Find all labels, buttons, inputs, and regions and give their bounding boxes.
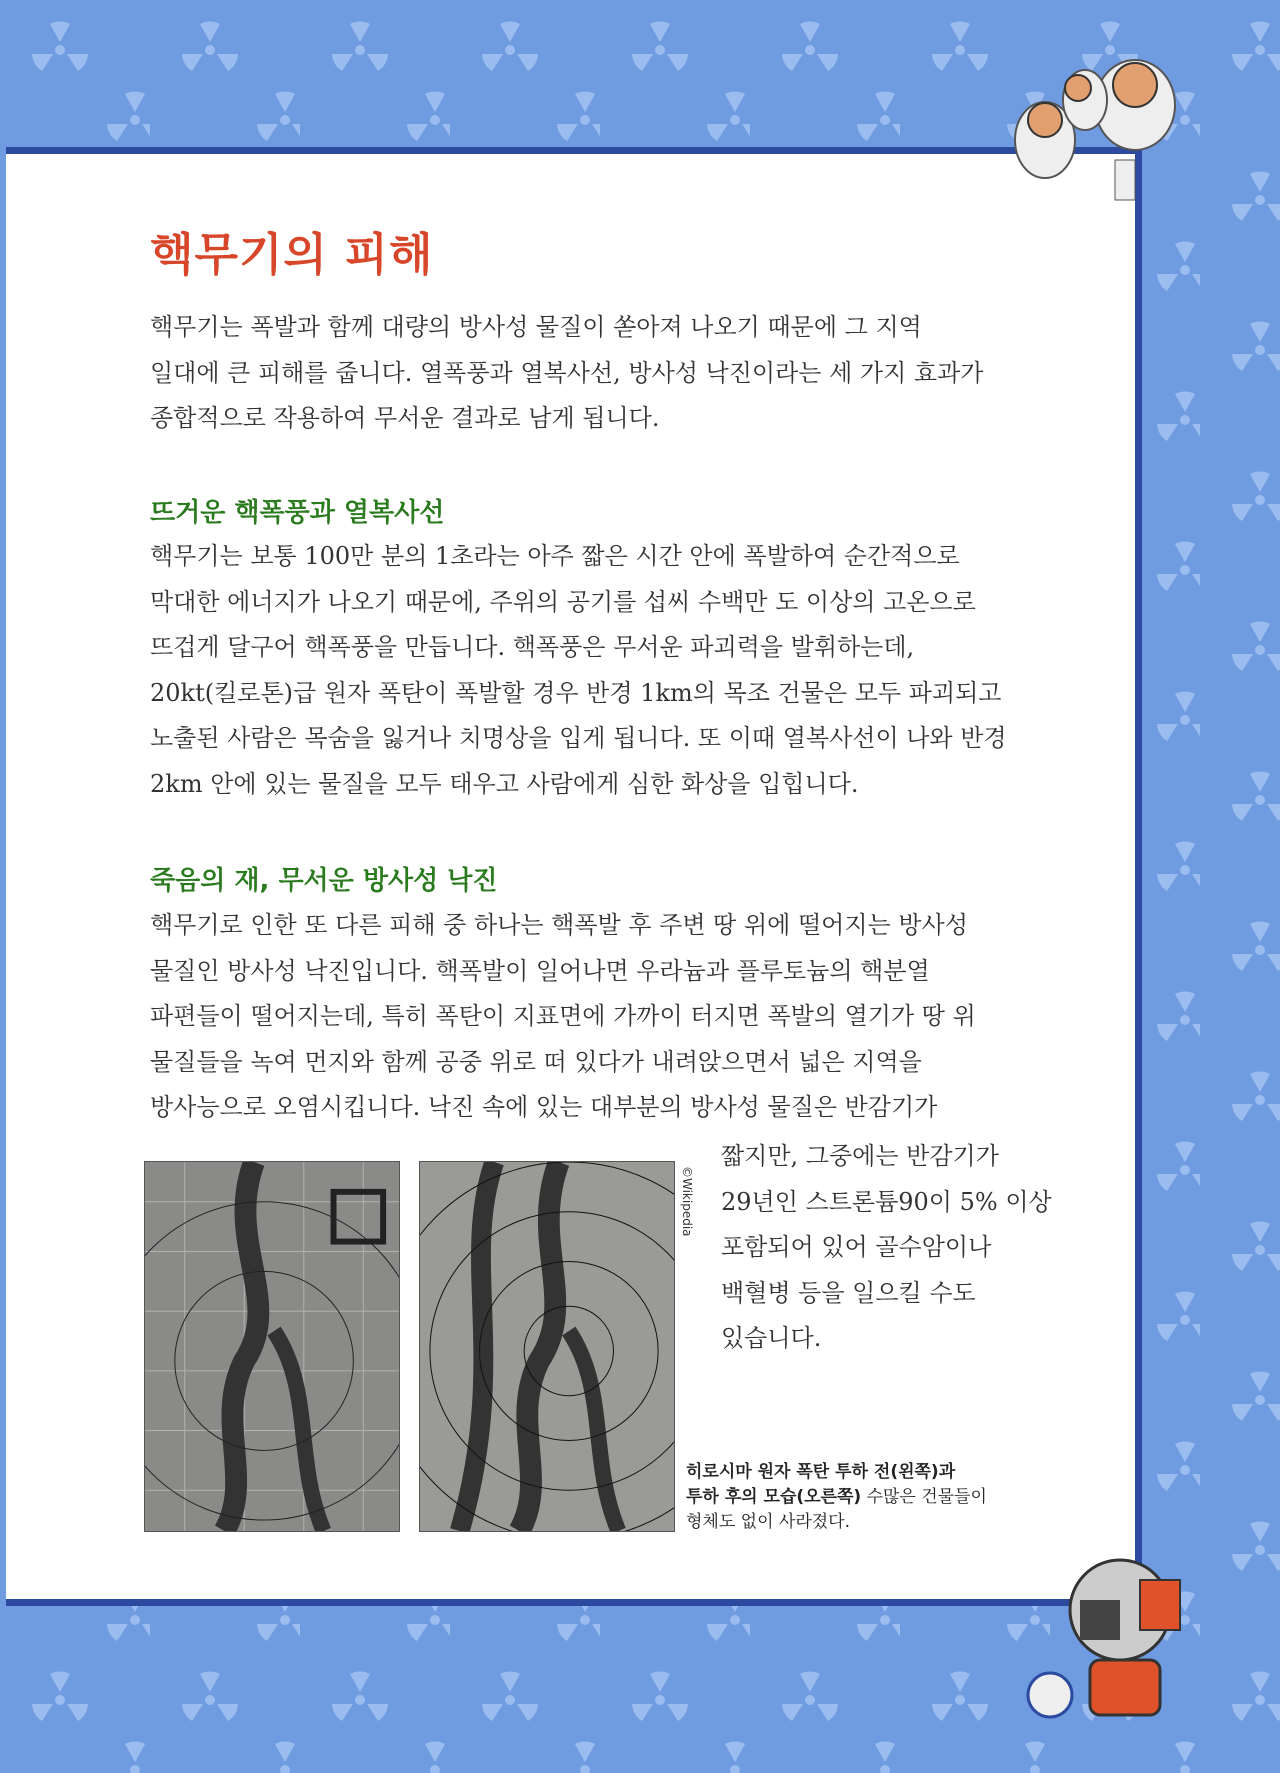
text-line: 짧지만, 그중에는 반감기가 — [721, 1142, 999, 1170]
text-line: 포함되어 있어 골수암이나 — [721, 1233, 992, 1261]
hazmat-characters-illustration — [985, 30, 1205, 210]
text-line: 노출된 사람은 목숨을 잃거나 치명상을 입게 됩니다. 또 이때 열복사선이 나와 반경 — [150, 724, 1007, 752]
text-line: 물질들을 녹여 먼지와 함께 공중 위로 떠 있다가 내려앉으면서 넓은 지역을 — [150, 1047, 922, 1076]
text-line: 막대한 에너지가 나오기 때문에, 주위의 공기를 섭씨 수백만 도 이상의 고온으로 — [150, 587, 976, 616]
text-line: 핵무기는 보통 100만 분의 1초라는 아주 짧은 시간 안에 폭발하여 순간적으로 — [150, 542, 960, 570]
text-line: 종합적으로 작용하여 무서운 결과로 남게 됩니다. — [150, 404, 660, 432]
text-line: 뜨겁게 달구어 핵폭풍을 만듭니다. 핵폭풍은 무서운 파괴력을 발휘하는데, — [150, 633, 915, 661]
text-line: 일대에 큰 피해를 줍니다. 열폭풍과 열복사선, 방사성 낙진이라는 세 가지 효과가 — [150, 358, 984, 387]
photo-caption — [686, 1460, 987, 1535]
hiroshima-after-photo — [419, 1161, 675, 1532]
side-paragraph — [721, 1134, 1052, 1362]
text-line: 20kt(킬로톤)급 원자 폭탄이 폭발할 경우 반경 1km의 목조 건물은 모두 파괴되고 — [150, 678, 1002, 707]
robot-illustration — [1010, 1540, 1200, 1740]
photo-credit: ©Wikipedia — [680, 1166, 694, 1237]
section-heading: 죽음의 재, 무서운 방사성 낙진 — [150, 866, 498, 896]
intro-paragraph — [150, 305, 983, 442]
section-paragraph — [150, 534, 1007, 807]
text-line: 29년인 스트론튬90이 5% 이상 — [721, 1187, 1052, 1216]
text-line: 파편들이 떨어지는데, 특히 폭탄이 지표면에 가까이 터지면 폭발의 열기가 땅 위 — [150, 1002, 976, 1030]
text-line: 백혈병 등을 일으킬 수도 — [721, 1278, 976, 1307]
text-line: 물질인 방사성 낙진입니다. 핵폭발이 일어나면 우라늄과 플루토늄의 핵분열 — [150, 956, 930, 985]
text-line: 핵무기는 폭발과 함께 대량의 방사성 물질이 쏟아져 나오기 때문에 그 지역 — [150, 313, 922, 341]
text-line: 2km 안에 있는 물질을 모두 태우고 사람에게 심한 화상을 입힙니다. — [150, 769, 859, 798]
page-title: 핵무기의 피해 — [150, 228, 434, 281]
section-heading: 뜨거운 핵폭풍과 열복사선 — [150, 498, 445, 528]
caption-text: 수많은 건물들이 형체도 없이 사라졌다. — [686, 1487, 987, 1532]
text-line: 핵무기로 인한 또 다른 피해 중 하나는 핵폭발 후 주변 땅 위에 떨어지는 방사성 — [150, 911, 968, 939]
hiroshima-before-photo — [144, 1161, 400, 1532]
text-line: 있습니다. — [721, 1324, 822, 1352]
section-paragraph — [150, 903, 976, 1131]
caption-bold: 히로시마 원자 폭탄 투하 전(왼쪽)과 투하 후의 모습(오른쪽) — [686, 1462, 956, 1507]
text-line: 방사능으로 오염시킵니다. 낙진 속에 있는 대부분의 방사성 물질은 반감기가 — [150, 1093, 938, 1121]
